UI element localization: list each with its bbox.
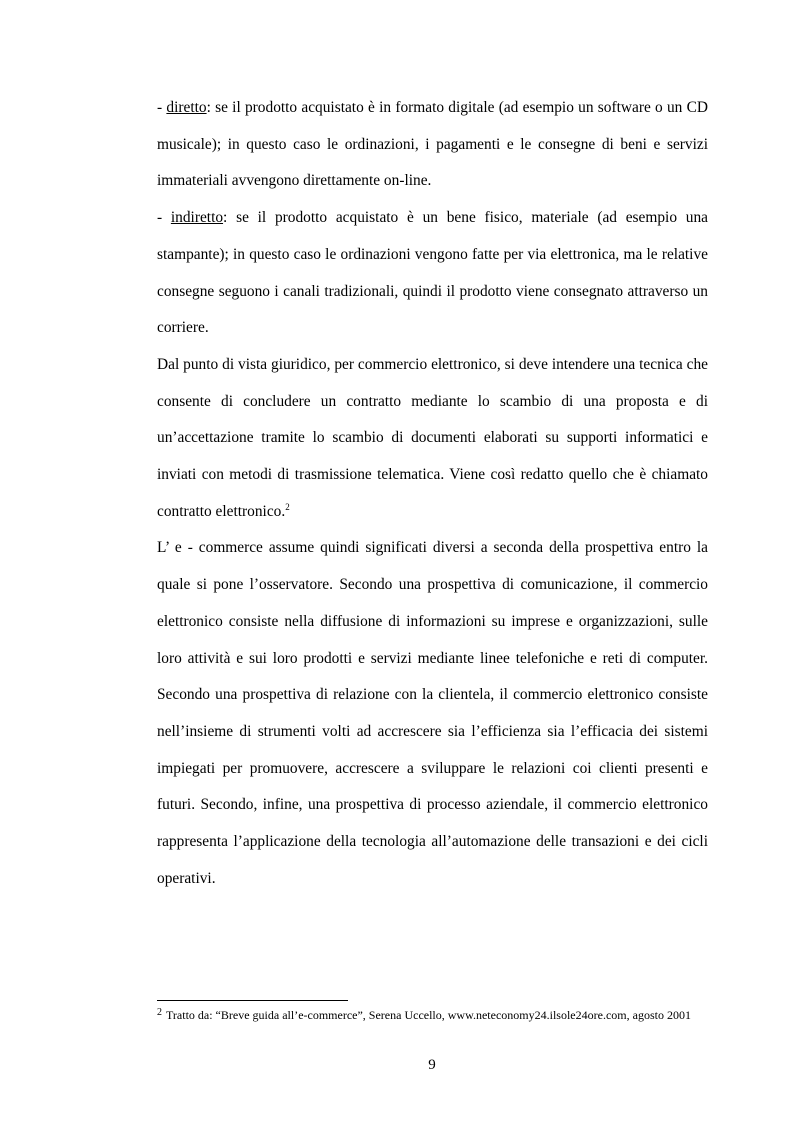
paragraph-diretto [157,90,708,200]
paragraph-indiretto [157,200,708,347]
paragraph-text: L’ e - commerce assume quindi significati diversi a seconda della prospettiva entro la quale si pone l’osservatore. Secondo una prospettiva di comunicazione, il commercio elettronico consiste nella diffusione di informazioni su imprese e organizzazioni, sulle loro attività e sui loro prodotti e servizi mediante linee telefoniche e reti di computer. Secondo una prospettiva di relazione con la clientela, il commercio elettronico consiste nell’insieme di strumenti volti ad accrescere sia l’efficienza sia l’efficacia dei sistemi impiegati per promuovere, accrescere a sviluppare le relazioni coi clienti presenti e futuri. Secondo, infine, una prospettiva di processo aziendale, il commercio elettronico rappresenta l’applicazione della tecnologia all’automazione delle transazioni e dei cicli operativi. [157,539,708,887]
footnote-text: Tratto da: “Breve guida all’e-commerce”, Serena Uccello, www.neteconomy24.ilsole24ore.com, agosto 2001 [166,1008,691,1022]
footnote-number: 2 [157,1007,162,1018]
list-dash: - [157,99,167,116]
term-diretto: diretto [166,99,207,116]
footnote-divider [157,1000,348,1001]
term-indiretto: indiretto [170,209,224,227]
paragraph-text: Dal punto di vista giuridico, per commercio elettronico, si deve intendere una tecnica che consente di concludere un contratto mediante lo scambio di una proposta e di un’accettazione tramite lo scambio di documenti elaborati su supporti informatici e inviati con metodi di trasmissione telematica. Viene così redatto quello che è chiamato contratto elettronico. [157,355,708,520]
paragraph-perspectives [157,530,708,897]
paragraph-legal-definition [157,347,708,531]
page-number: 9 [428,1057,436,1073]
footnote [157,1006,708,1025]
list-dash: - [157,209,171,227]
definition-indiretto: : se il prodotto acquistato è un bene fisico, materiale (ad esempio una stampante); in questo caso le ordinazioni vengono fatte per via elettronica, ma le relative consegne seguono i canali tradizionali, quindi il prodotto viene consegnato attraverso un corriere. [157,209,708,337]
definition-diretto: : se il prodotto acquistato è in formato digitale (ad esempio un software o un CD musicale); in questo caso le ordinazioni, i pagamenti e le consegne di beni e servizi immateriali avvengono direttamente on-line. [157,99,708,190]
footnote-reference[interactable]: 2 [285,501,290,512]
body-text [157,90,708,897]
